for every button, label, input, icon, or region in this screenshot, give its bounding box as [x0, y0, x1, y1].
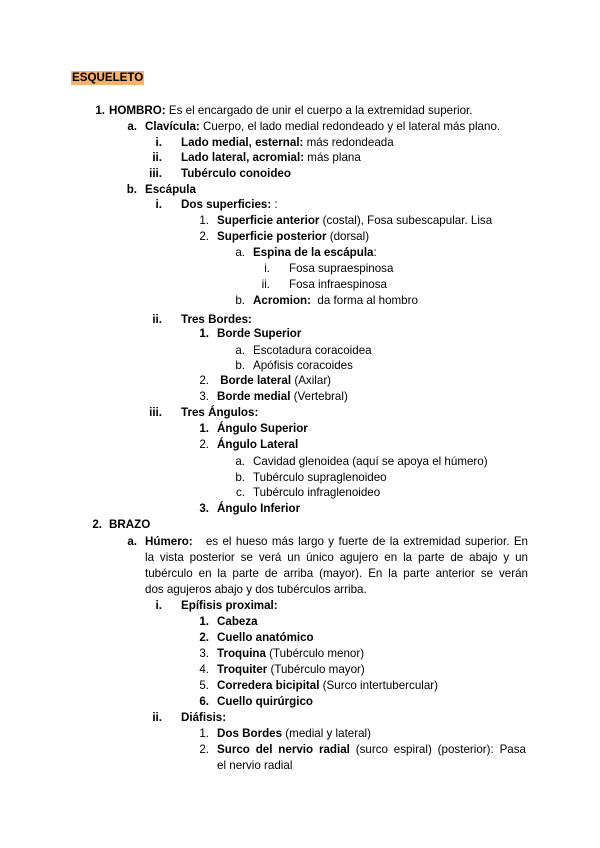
item-text: más plana — [304, 151, 361, 164]
list-item-escotadura — [253, 344, 372, 358]
list-item-corredera — [217, 679, 438, 693]
list-item-cuello-anat — [217, 631, 314, 645]
item-text: (Tubérculo menor) — [265, 647, 365, 660]
item-text: la vista posterior se verá un único agujero en la parte de abajo y un — [145, 551, 528, 564]
list-item-fosa-infra — [289, 278, 387, 292]
item-label: Superficie anterior — [217, 214, 320, 227]
list-item-troquiter — [217, 663, 365, 677]
item-label: Ángulo Superior — [217, 422, 308, 435]
item-label: Borde medial — [217, 390, 291, 403]
list-marker: 5. — [199, 679, 209, 692]
item-label: Surco del nervio radial — [217, 743, 350, 756]
item-text: dos agujeros abajo y dos tubérculos arriba. — [145, 583, 367, 596]
list-item-clavicula — [145, 120, 500, 134]
list-marker: 1. — [199, 214, 209, 227]
item-text: Tubérculo supraglenoideo — [253, 471, 387, 484]
list-marker: a. — [235, 246, 245, 259]
list-item-brazo — [109, 518, 150, 532]
item-text: Cavidad glenoidea (aquí se apoya el húmero) — [253, 455, 488, 468]
item-label: Dos Bordes — [217, 727, 283, 740]
item-label: Cuello quirúrgico — [217, 695, 313, 708]
list-item-borde-lateral — [217, 374, 331, 388]
list-marker: iii. — [149, 167, 162, 180]
list-marker: a. — [127, 535, 137, 548]
item-label: Cuello anatómico — [217, 631, 314, 644]
list-item-hombro — [109, 104, 472, 118]
item-label: Corredera bicipital — [217, 679, 320, 692]
list-marker: 1. — [199, 422, 209, 435]
item-label: Espina de la escápula — [253, 246, 374, 259]
item-text: Escotadura coracoidea — [253, 344, 372, 357]
list-marker: i. — [155, 198, 162, 211]
list-item-clav-tuberculo — [181, 167, 291, 181]
item-text: es el hueso más largo y fuerte de la extremidad superior. En — [192, 535, 528, 548]
list-marker: 2. — [199, 438, 209, 451]
list-item-ang-lateral — [217, 438, 298, 452]
list-item-sup-anterior — [217, 214, 492, 228]
list-marker: i. — [155, 136, 162, 149]
list-marker: i. — [264, 262, 270, 275]
list-marker: b. — [235, 294, 245, 307]
item-text: Fosa infraespinosa — [289, 278, 387, 291]
item-text: tubérculo en la parte de arriba (mayor). En la parte anterior se verán — [145, 567, 528, 580]
list-marker: 4. — [199, 663, 209, 676]
list-item-borde-superior — [217, 327, 301, 341]
list-item-supraglenoideo — [253, 471, 387, 485]
item-text: más redondeada — [303, 136, 394, 149]
list-item-diafisis — [181, 711, 226, 725]
list-item-tres-bordes — [181, 313, 252, 327]
item-label: Troquina — [217, 647, 266, 660]
item-label: Tres Ángulos: — [181, 406, 259, 419]
item-label: Lado lateral, acromial: — [181, 151, 305, 164]
item-label: Ángulo Lateral — [217, 438, 299, 451]
item-label: Cabeza — [217, 615, 258, 628]
list-item-tres-angulos — [181, 406, 258, 420]
item-text: (medial y lateral) — [282, 727, 371, 740]
list-marker: 1. — [199, 727, 209, 740]
list-item-humero-4 — [145, 583, 367, 597]
list-item-cuello-quir — [217, 695, 313, 709]
item-label: Troquiter — [217, 663, 268, 676]
item-label: Tubérculo conoideo — [181, 167, 291, 180]
item-label: Superficie posterior — [217, 230, 327, 243]
item-text: (costal), Fosa subescapular. Lisa — [319, 214, 493, 227]
list-marker: ii. — [152, 313, 162, 326]
list-item-humero — [145, 535, 528, 549]
item-label: BRAZO — [109, 518, 151, 531]
item-label: HOMBRO: — [109, 104, 166, 117]
list-marker: ii. — [261, 278, 270, 291]
item-label: Escápula — [145, 183, 196, 196]
item-text: Apófisis coracoides — [253, 359, 353, 372]
list-item-apofisis — [253, 359, 353, 373]
item-label: Diáfisis: — [181, 711, 227, 724]
list-marker: ii. — [152, 151, 162, 164]
list-marker: 2. — [199, 743, 209, 756]
list-item-cavidad — [253, 455, 488, 469]
list-marker: 1. — [199, 615, 209, 628]
list-item-surco-radial-2 — [217, 759, 292, 773]
item-label: Epífisis proximal: — [181, 599, 278, 612]
list-item-surco-radial — [217, 743, 526, 757]
list-marker: b. — [126, 183, 137, 196]
item-label: Borde lateral — [217, 374, 292, 387]
list-item-fosa-supra — [289, 262, 393, 276]
list-marker: b. — [235, 471, 245, 484]
list-item-acromion — [253, 294, 418, 308]
item-text: (Tubérculo mayor) — [267, 663, 365, 676]
list-item-dos-superficies — [181, 198, 278, 212]
list-marker: 6. — [199, 695, 209, 708]
item-label: Lado medial, esternal: — [181, 136, 304, 149]
list-marker: 1. — [95, 104, 105, 117]
list-marker: i. — [155, 599, 162, 612]
list-marker: 2. — [92, 518, 102, 531]
list-marker: c. — [235, 486, 245, 499]
list-item-dos-bordes — [217, 727, 371, 741]
list-item-espina — [253, 246, 377, 260]
list-marker: iii. — [149, 406, 162, 419]
item-label: Clavícula: — [145, 120, 200, 133]
item-text: (Vertebral) — [290, 390, 348, 403]
item-text: Cuerpo, el lado medial redondeado y el lateral más plano. — [199, 120, 501, 133]
item-label: Húmero: — [145, 535, 193, 548]
item-text: Tubérculo infraglenoideo — [253, 486, 381, 499]
item-text: (Surco intertubercular) — [319, 679, 439, 692]
list-marker: 3. — [199, 647, 209, 660]
list-item-cabeza — [217, 615, 258, 629]
item-text: Fosa supraespinosa — [289, 262, 394, 275]
item-text: Es el encargado de unir el cuerpo a la extremidad superior. — [165, 104, 473, 117]
list-item-ang-superior — [217, 422, 308, 436]
item-text: : — [373, 246, 377, 259]
list-marker: 3. — [199, 502, 209, 515]
item-text: (surco espiral) (posterior): Pasa — [349, 743, 526, 756]
list-marker: 3. — [199, 390, 209, 403]
list-marker: 2. — [199, 631, 209, 644]
list-marker: a. — [235, 344, 245, 357]
list-item-sup-posterior — [217, 230, 369, 244]
list-marker: b. — [235, 359, 245, 372]
item-label: Tres Bordes: — [181, 313, 252, 326]
list-item-epifisis — [181, 599, 278, 613]
document-title: ESQUELETO — [72, 71, 144, 84]
item-label: Dos superficies: — [181, 198, 272, 211]
list-item-infraglenoideo — [253, 486, 380, 500]
item-text: el nervio radial — [217, 759, 293, 772]
list-item-clav-lateral — [181, 151, 361, 165]
list-marker: a. — [127, 120, 137, 133]
list-marker: ii. — [152, 711, 162, 724]
item-label: Acromion: — [253, 294, 311, 307]
list-item-borde-medial — [217, 390, 348, 404]
list-item-troquina — [217, 647, 364, 661]
item-label: Borde Superior — [217, 327, 302, 340]
list-marker: 2. — [199, 374, 209, 387]
list-item-ang-inferior — [217, 502, 300, 516]
list-item-escapula — [145, 183, 196, 197]
list-item-humero-3 — [145, 567, 528, 581]
item-label: Ángulo Inferior — [217, 502, 301, 515]
item-text: (Axilar) — [291, 374, 332, 387]
item-text: da forma al hombro — [310, 294, 418, 307]
list-marker: 1. — [199, 327, 209, 340]
list-marker: 2. — [199, 230, 209, 243]
list-item-clav-medial — [181, 136, 394, 150]
list-marker: a. — [235, 455, 245, 468]
list-item-humero-2 — [145, 551, 528, 565]
item-text: (dorsal) — [326, 230, 370, 243]
item-text: : — [271, 198, 278, 211]
